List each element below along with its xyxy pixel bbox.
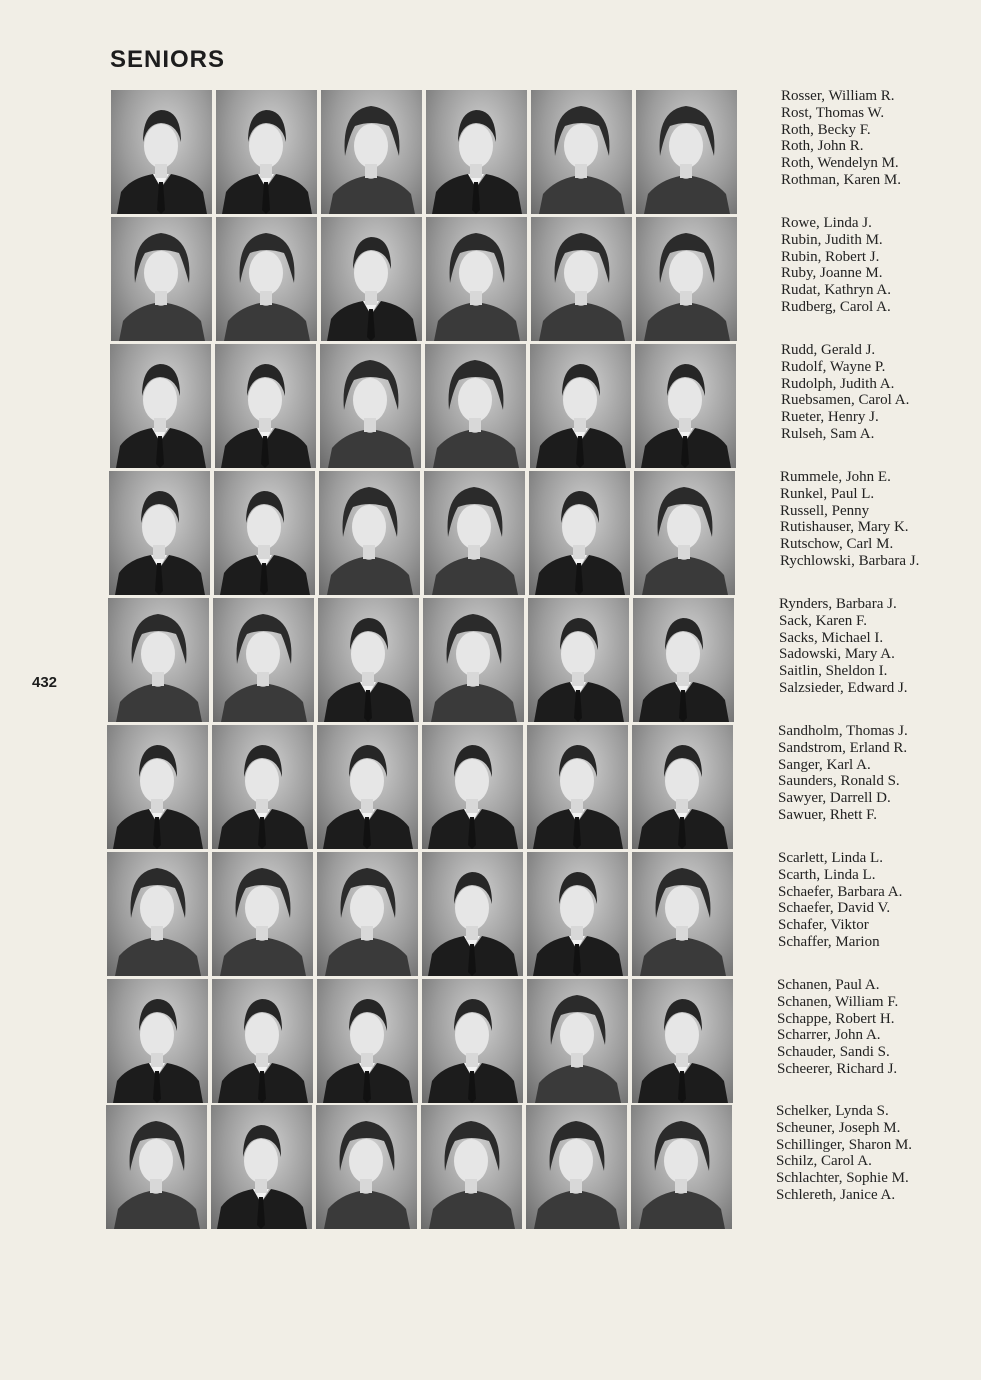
student-name: Sawyer, Darrell D. [778, 790, 891, 807]
portrait-photo [212, 852, 313, 976]
student-name: Schappe, Robert H. [777, 1010, 895, 1027]
student-name: Rummele, John E. [780, 469, 891, 485]
portrait-photo [529, 471, 630, 595]
portrait-photo [422, 979, 523, 1103]
portrait-photo [421, 1105, 522, 1229]
portrait-photo [320, 344, 421, 468]
portrait-photo [530, 344, 631, 468]
student-name: Saitlin, Sheldon I. [779, 663, 888, 680]
name-list [777, 977, 898, 1078]
student-name: Rulseh, Sam A. [781, 425, 875, 442]
portrait-row [111, 217, 737, 341]
portrait-row [108, 598, 734, 722]
student-name: Saunders, Ronald S. [778, 773, 900, 790]
portrait-photo [107, 852, 208, 976]
student-name: Scarlett, Linda L. [778, 850, 883, 866]
portrait-photo [422, 725, 523, 849]
portrait-row [111, 90, 737, 214]
student-name: Schlachter, Sophie M. [776, 1170, 909, 1187]
portrait-photo [319, 471, 420, 595]
student-name: Schanen, Paul A. [777, 977, 880, 993]
student-name: Schelker, Lynda S. [776, 1103, 889, 1119]
name-list [781, 215, 891, 316]
student-name: Sanger, Karl A. [778, 756, 871, 773]
portrait-photo [527, 725, 628, 849]
student-name: Rutishauser, Mary K. [780, 519, 909, 536]
portrait-photo [213, 598, 314, 722]
student-name: Scharrer, John A. [777, 1027, 881, 1044]
student-name: Schauder, Sandi S. [777, 1044, 890, 1061]
student-name: Ruby, Joanne M. [781, 265, 883, 282]
student-name: Ruebsamen, Carol A. [781, 392, 910, 409]
student-name: Rothman, Karen M. [781, 171, 901, 188]
student-name: Runkel, Paul L. [780, 485, 875, 502]
student-name: Rudolph, Judith A. [781, 375, 895, 392]
name-list [781, 88, 901, 189]
page-title: SENIORS [110, 46, 226, 73]
page-number: 432 [32, 674, 58, 691]
student-name: Sacks, Michael I. [779, 629, 884, 646]
student-name: Schaffer, Marion [778, 933, 880, 950]
student-name: Schillinger, Sharon M. [776, 1136, 913, 1153]
portrait-photo [212, 979, 313, 1103]
name-list [779, 596, 908, 697]
portrait-photo [527, 852, 628, 976]
student-name: Rubin, Robert J. [781, 248, 880, 265]
student-name: Schilz, Carol A. [776, 1153, 872, 1170]
portrait-photo [632, 979, 733, 1103]
student-name: Schafer, Viktor [778, 917, 869, 934]
student-name: Rueter, Henry J. [781, 409, 879, 426]
portrait-photo [111, 217, 212, 341]
portrait-photo [211, 1105, 312, 1229]
portrait-photo [317, 979, 418, 1103]
student-name: Rudolf, Wayne P. [781, 358, 886, 375]
student-name: Scheerer, Richard J. [777, 1060, 898, 1077]
portrait-row [107, 725, 733, 849]
portrait-photo [318, 598, 419, 722]
student-name: Rosser, William R. [781, 88, 895, 104]
portrait-photo [531, 90, 632, 214]
student-name: Scarth, Linda L. [778, 866, 876, 883]
portrait-photo [634, 471, 735, 595]
portrait-row [106, 1105, 732, 1229]
student-name: Rudberg, Carol A. [781, 298, 891, 315]
portrait-photo [635, 344, 736, 468]
student-name: Rudd, Gerald J. [781, 342, 876, 358]
portrait-photo [632, 725, 733, 849]
portrait-photo [216, 90, 317, 214]
portrait-photo [109, 471, 210, 595]
portrait-row [107, 852, 733, 976]
portrait-photo [423, 598, 524, 722]
portrait-photo [216, 217, 317, 341]
name-list [780, 469, 919, 570]
portrait-row [109, 471, 735, 595]
portrait-photo [110, 344, 211, 468]
portrait-photo [528, 598, 629, 722]
portrait-photo [107, 979, 208, 1103]
portrait-photo [317, 725, 418, 849]
name-list [778, 723, 908, 824]
portrait-photo [636, 90, 737, 214]
student-name: Rynders, Barbara J. [779, 596, 897, 612]
student-name: Schaefer, David V. [778, 900, 891, 917]
student-name: Salzsieder, Edward J. [779, 679, 908, 696]
student-name: Rubin, Judith M. [781, 231, 883, 248]
student-name: Sawuer, Rhett F. [778, 806, 878, 823]
portrait-photo [631, 1105, 732, 1229]
portrait-photo [632, 852, 733, 976]
portrait-photo [426, 217, 527, 341]
portrait-photo [212, 725, 313, 849]
student-name: Roth, John R. [781, 138, 864, 155]
student-name: Schlereth, Janice A. [776, 1186, 896, 1203]
portrait-photo [526, 1105, 627, 1229]
portrait-photo [214, 471, 315, 595]
portrait-photo [636, 217, 737, 341]
portrait-photo [633, 598, 734, 722]
portrait-photo [422, 852, 523, 976]
portrait-row [110, 344, 736, 468]
portrait-row [107, 979, 733, 1103]
portrait-photo [426, 90, 527, 214]
portrait-photo [321, 90, 422, 214]
portrait-photo [317, 852, 418, 976]
name-list [781, 342, 909, 443]
student-name: Rowe, Linda J. [781, 215, 872, 231]
name-list [776, 1103, 912, 1204]
portrait-photo [527, 979, 628, 1103]
student-name: Rudat, Kathryn A. [781, 282, 891, 299]
student-name: Sack, Karen F. [779, 612, 867, 629]
portrait-photo [215, 344, 316, 468]
portrait-photo [321, 217, 422, 341]
student-name: Rutschow, Carl M. [780, 536, 894, 553]
student-name: Rychlowski, Barbara J. [780, 552, 920, 569]
student-name: Roth, Wendelyn M. [781, 155, 899, 172]
name-list [778, 850, 902, 951]
portrait-photo [108, 598, 209, 722]
student-name: Sandstrom, Erland R. [778, 739, 908, 756]
student-name: Schaefer, Barbara A. [778, 883, 903, 900]
student-name: Roth, Becky F. [781, 121, 871, 138]
portrait-photo [425, 344, 526, 468]
portrait-photo [316, 1105, 417, 1229]
student-name: Russell, Penny [780, 502, 870, 519]
portrait-photo [106, 1105, 207, 1229]
student-name: Sandholm, Thomas J. [778, 723, 908, 739]
student-name: Rost, Thomas W. [781, 104, 885, 121]
portrait-photo [107, 725, 208, 849]
student-name: Schanen, William F. [777, 993, 899, 1010]
portrait-photo [111, 90, 212, 214]
student-name: Sadowski, Mary A. [779, 646, 895, 663]
student-name: Scheuner, Joseph M. [776, 1119, 901, 1136]
portrait-photo [531, 217, 632, 341]
portrait-photo [424, 471, 525, 595]
